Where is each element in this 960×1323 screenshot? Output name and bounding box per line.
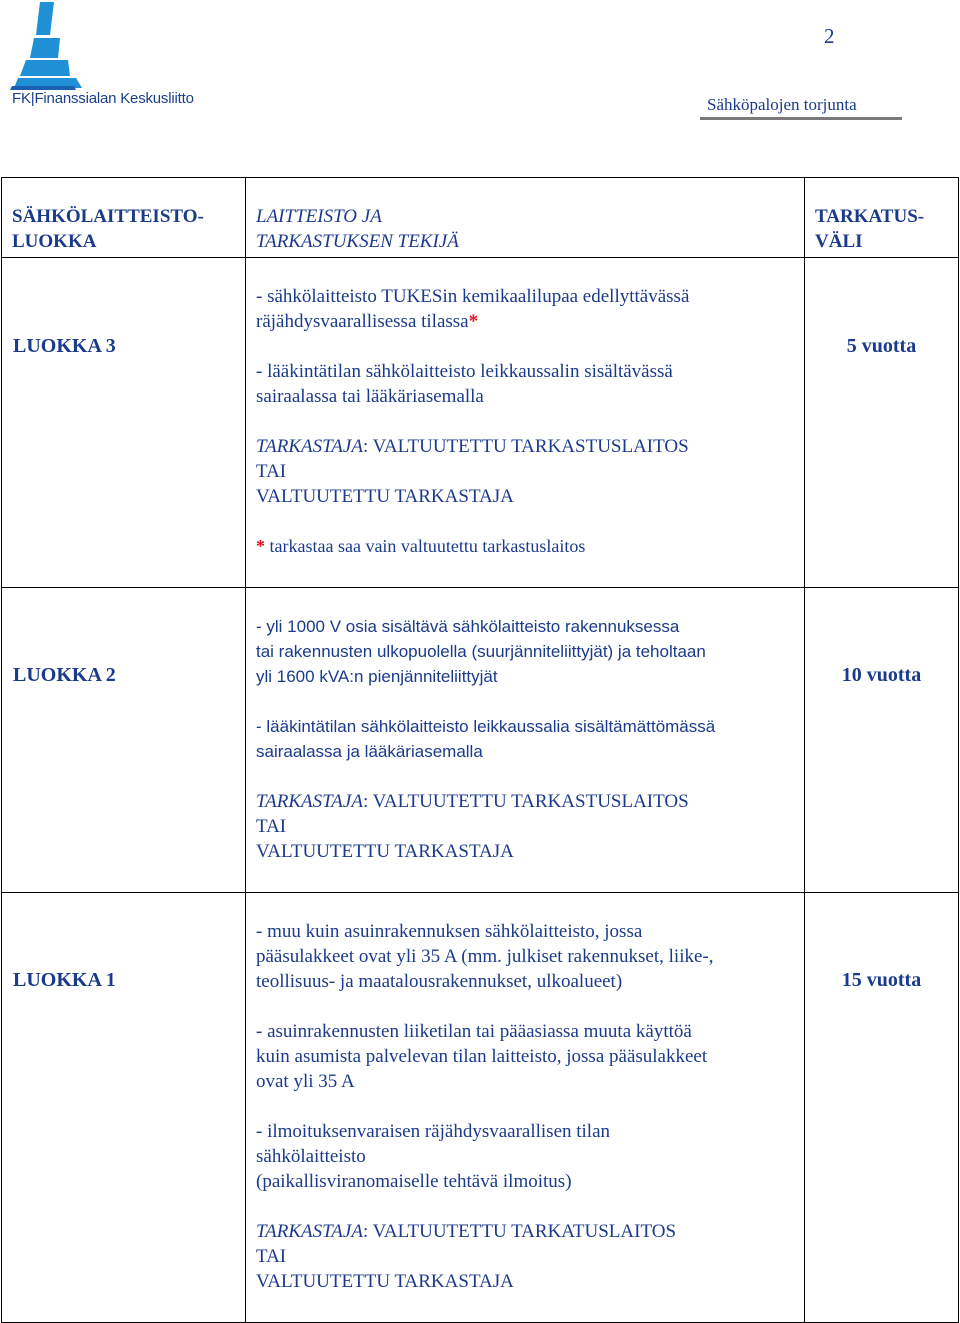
page-number: 2	[824, 24, 835, 48]
header-class: SÄHKÖLAITTEISTO- LUOKKA	[2, 178, 246, 258]
list-item: - ilmoituksenvaraisen räjähdysvaarallisen tilan sähkölaitteisto (paikallisviranomaiselle tehtävä ilmoitus)	[256, 1121, 611, 1192]
inspector-info: TARKASTAJA: VALTUUTETTU TARKATUSLAITOS TAI VALTUUTETTU TARKASTAJA	[256, 1221, 677, 1292]
equipment-description	[246, 893, 805, 1323]
document-title: Sähköpalojen torjunta	[707, 95, 857, 114]
table-row	[2, 893, 959, 1323]
list-item: - muu kuin asuinrakennuksen sähkölaitteisto, jossa pääsulakkeet ovat yli 35 A (mm. julkiset rakennukset, liike-, teollisuus- ja maatalousrakennukset, ulkoalueet)	[256, 921, 714, 992]
list-item: - sähkölaitteisto TUKESin kemikaalilupaa edellyttävässä räjähdysvaarallisessa tilassa*	[256, 286, 690, 332]
equipment-description	[246, 258, 805, 588]
interval-value: 15 vuotta	[805, 893, 959, 1323]
fk-logo	[10, 0, 194, 112]
table-row	[2, 588, 959, 893]
list-item: - lääkintätilan sähkölaitteisto leikkaussalia sisältämättömässä sairaalassa ja lääkäriasemalla	[256, 717, 716, 761]
inspector-info: TARKASTAJA: VALTUUTETTU TARKASTUSLAITOS TAI VALTUUTETTU TARKASTAJA	[256, 791, 689, 862]
logo-text: FK|Finanssialan Keskusliitto	[12, 90, 194, 107]
class-label: LUOKKA 3	[2, 258, 246, 588]
class-label: LUOKKA 1	[2, 893, 246, 1323]
header-interval: TARKATUS- VÄLI	[805, 178, 959, 258]
header-equipment: LAITTEISTO JA TARKASTUKSEN TEKIJÄ	[246, 178, 805, 258]
equipment-description	[246, 588, 805, 893]
interval-value: 5 vuotta	[805, 258, 959, 588]
class-label: LUOKKA 2	[2, 588, 246, 893]
list-item: - lääkintätilan sähkölaitteisto leikkaussalin sisältävässä sairaalassa tai lääkäriasemalla	[256, 361, 673, 407]
table-header-row	[2, 178, 959, 258]
list-item: - asuinrakennusten liiketilan tai pääasiassa muuta käyttöä kuin asumista palvelevan tilan laitteisto, jossa pääsulakkeet ovat yli 35 A	[256, 1021, 708, 1092]
header-rule	[700, 117, 902, 120]
footnote: * tarkastaa saa vain valtuutettu tarkastuslaitos	[256, 536, 586, 556]
inspector-info: TARKASTAJA: VALTUUTETTU TARKASTUSLAITOS TAI VALTUUTETTU TARKASTAJA	[256, 436, 689, 507]
logo-mark-icon	[10, 0, 180, 90]
table-row	[2, 258, 959, 588]
list-item: - yli 1000 V osia sisältävä sähkölaitteisto rakennuksessa tai rakennusten ulkopuolella (suurjänniteliittyjät) ja teholtaan yli 1600 kVA:n pienjänniteliittyjät	[256, 617, 706, 686]
inspection-table	[1, 177, 959, 1323]
footnote-star: *	[468, 311, 479, 332]
interval-value: 10 vuotta	[805, 588, 959, 893]
